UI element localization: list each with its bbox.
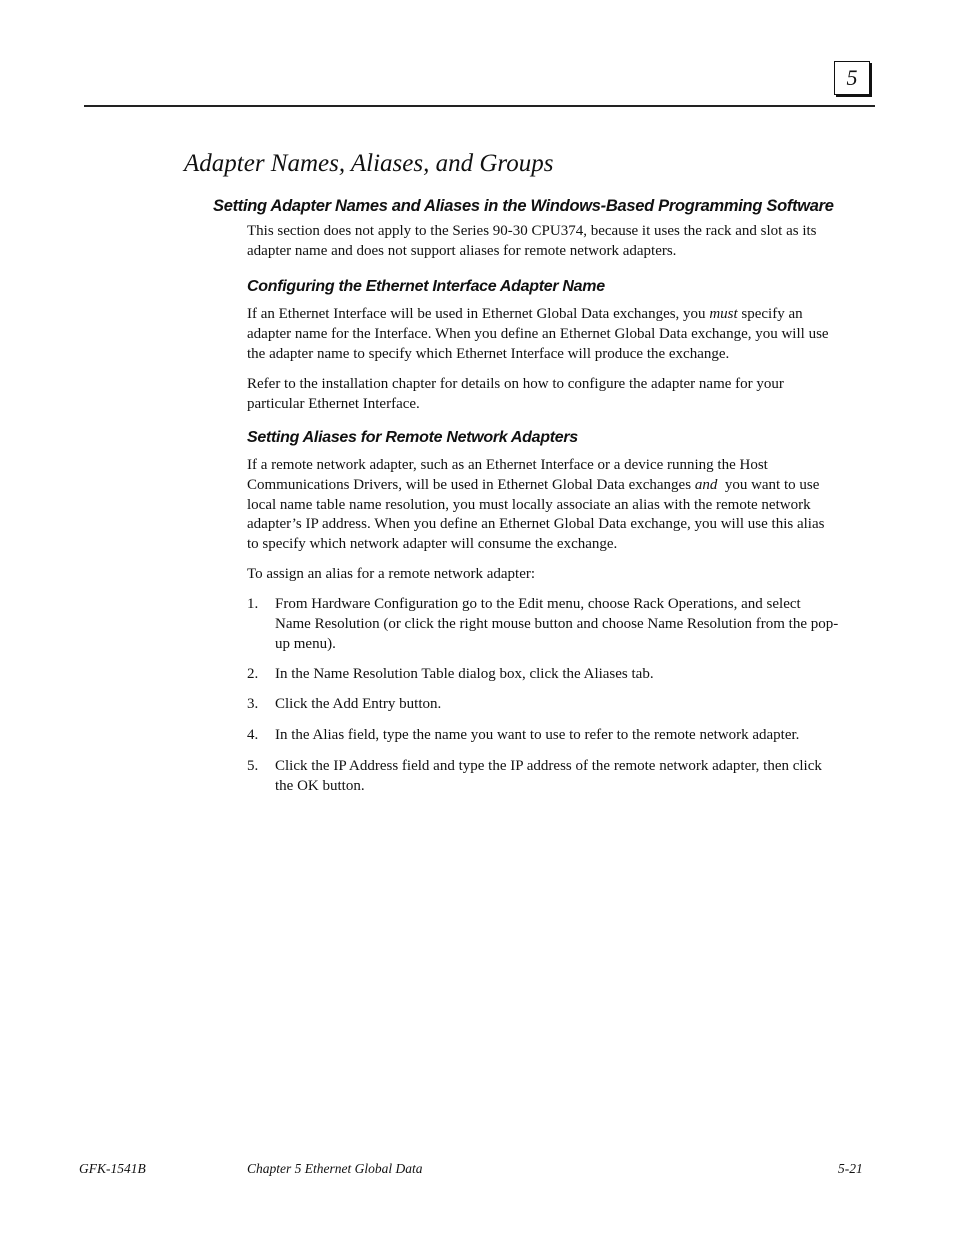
text-line: the OK button. <box>275 777 365 794</box>
footer-chapter: Chapter 5 Ethernet Global Data <box>247 1161 423 1176</box>
chapter-number-box: 5 <box>834 61 870 95</box>
text-line: In the Alias field, type the name you want to use to refer to the remote network adapter. <box>275 727 800 743</box>
text-line: adapter’s IP address. When you define an Ethernet Global Data exchange, you will use this alias <box>247 516 825 533</box>
step-number: 4. <box>247 727 259 743</box>
text-line: If a remote network adapter, such as an Ethernet Interface or a device running the Host <box>247 457 768 473</box>
installation-reference-paragraph <box>247 375 867 415</box>
text-line: This section does not apply to the Series 90-30 CPU374, because it uses the rack and slot as its <box>247 223 817 239</box>
text-line: Click the IP Address field and type the IP address of the remote network adapter, then click <box>275 758 822 774</box>
text-line: Click the Add Entry button. <box>275 696 442 712</box>
step-number: 1. <box>247 596 259 612</box>
text-line: Communications Drivers, will be used in Ethernet Global Data exchanges and you want to use <box>247 476 820 493</box>
text-line: to specify which network adapter will consume the exchange. <box>247 536 618 553</box>
header-rule <box>84 105 875 107</box>
page-title: Adapter Names, Aliases, and Groups <box>184 150 554 177</box>
step-number: 3. <box>247 696 259 712</box>
text-line: adapter name for the Interface. When you define an Ethernet Global Data exchange, you will use <box>247 325 829 342</box>
text-line: Refer to the installation chapter for details on how to configure the adapter name for your <box>247 376 784 392</box>
subsection-heading-adapter-name: Configuring the Ethernet Interface Adapter Name <box>247 278 605 295</box>
text-line: local name table name resolution, you must locally associate an alias with the remote network <box>247 496 811 513</box>
emphasis-and: and <box>694 476 718 493</box>
text-line: up menu). <box>275 635 336 652</box>
text-line: From Hardware Configuration go to the Edit menu, choose Rack Operations, and select <box>275 596 801 612</box>
adapter-name-paragraph <box>247 305 867 364</box>
text-line: In the Name Resolution Table dialog box, click the Aliases tab. <box>275 666 654 682</box>
subsection-heading-aliases: Setting Aliases for Remote Network Adapters <box>247 429 578 446</box>
emphasis-must: must <box>709 306 738 322</box>
step-number: 5. <box>247 758 259 774</box>
aliases-paragraph <box>247 456 867 555</box>
section-intro-paragraph <box>247 222 867 262</box>
step-number: 2. <box>247 666 259 682</box>
text-line: If an Ethernet Interface will be used in Ethernet Global Data exchanges, you must specify an <box>247 306 803 322</box>
footer-page-number: 5-21 <box>838 1161 863 1176</box>
text-line: the adapter name to specify which Ethernet Interface will produce the exchange. <box>247 345 730 362</box>
text-line: particular Ethernet Interface. <box>247 395 420 412</box>
text-line: adapter name and does not support aliases for remote network adapters. <box>247 242 677 259</box>
section-heading: Setting Adapter Names and Aliases in the Windows-Based Programming Software <box>213 197 834 215</box>
text-line: Name Resolution (or click the right mouse button and choose Name Resolution from the pop- <box>275 615 839 632</box>
footer-doc-id: GFK-1541B <box>79 1161 146 1176</box>
assign-alias-intro: To assign an alias for a remote network adapter: <box>247 566 536 582</box>
